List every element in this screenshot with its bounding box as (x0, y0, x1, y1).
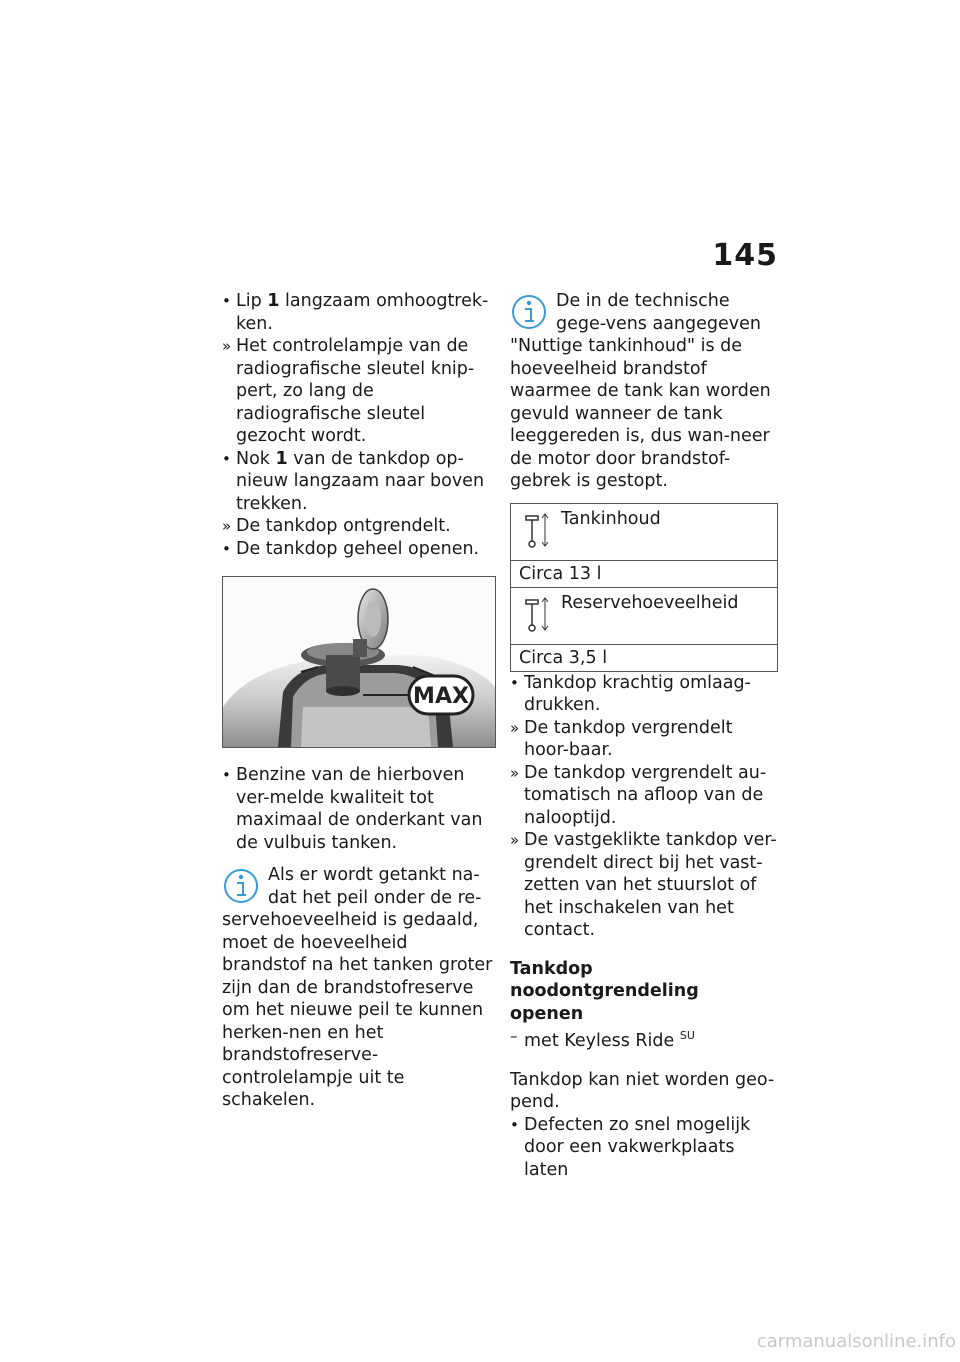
fuel-filler-photo (222, 576, 496, 748)
result-step (222, 335, 494, 448)
spec-value: Circa 3,5 l (519, 647, 608, 668)
result-step (222, 515, 494, 538)
bullet-mark: • (222, 766, 231, 784)
result-mark: » (510, 718, 520, 737)
info-note (510, 290, 778, 493)
bullet-mark: • (510, 1115, 519, 1134)
instruction-step (222, 764, 494, 854)
result-text: De tankdop vergrendelt au-tomatisch na afloop van de nalooptijd. (524, 762, 767, 828)
instruction-step (222, 290, 494, 335)
right-column (510, 290, 778, 1181)
spec-table (510, 503, 778, 672)
spec-tank-capacity (510, 503, 778, 588)
result-step (510, 717, 778, 762)
bullet-mark: • (222, 539, 231, 558)
bullet-mark: • (222, 449, 231, 468)
result-step (510, 829, 778, 942)
result-step (510, 762, 778, 830)
instruction-text: Tankdop krachtig omlaag-drukken. (524, 672, 751, 715)
result-text: Het controlelampje van de radiografische sleutel knip-pert, zo lang de radiografische sleutel gezocht wordt. (236, 336, 475, 446)
instruction-text: Nok 1 van de tankdop op-nieuw langzaam naar boven trekken. (236, 448, 485, 514)
instruction-step (510, 1114, 778, 1182)
fuel-gauge-icon (523, 510, 553, 550)
max-label: MAX (413, 684, 469, 709)
spec-value: Circa 13 l (519, 563, 602, 584)
result-mark: » (510, 763, 520, 782)
result-text: De tankdop vergrendelt hoor-baar. (524, 717, 733, 760)
condition-text: met Keyless Ride (524, 1031, 675, 1051)
note-text: De in de technische gege-vens aangegeven "Nuttige tankinhoud" is de hoeveelheid brandstof waarmee de tank kan worden gevuld wanneer de tank leeggereden is, dus wan-neer de motor door brandstof-gebrek is gestopt. (510, 291, 771, 491)
info-icon (510, 292, 548, 332)
fuel-gauge-icon (523, 594, 553, 634)
instruction-step (222, 448, 494, 516)
bullet-mark: • (510, 673, 519, 692)
instruction-text: Lip 1 langzaam omhoogtrek-ken. (236, 291, 489, 334)
instruction-step (510, 672, 778, 717)
spec-label: Tankinhoud (561, 508, 661, 529)
page-number: 145 (712, 238, 778, 273)
condition-superscript: SU (679, 1029, 695, 1042)
dash-mark: – (510, 1027, 518, 1045)
result-mark: » (222, 337, 232, 355)
paragraph: Tankdop kan niet worden geo-pend. (510, 1069, 775, 1112)
spec-label: Reservehoeveelheid (561, 592, 739, 613)
spec-reserve (510, 588, 778, 672)
result-text: De tankdop ontgrendelt. (236, 516, 451, 536)
info-note (222, 864, 494, 1112)
instruction-text: Benzine van de hierboven ver-melde kwaliteit tot maximaal de onderkant van de vulbuis tanken. (236, 765, 483, 853)
note-text: Als er wordt getankt na-dat het peil onder de re-servehoeveelheid is gedaald, moet de hoeveelheid brandstof na het tanken groter zijn dan de brandstofreserve om het nieuwe peil te kunnen herken-nen en het brandstofreserve-controlelampje uit te schakelen. (222, 865, 493, 1110)
result-mark: » (222, 517, 232, 535)
instruction-text: Defecten zo snel mogelijk door een vakwerkplaats laten (524, 1114, 751, 1180)
result-text: De vastgeklikte tankdop ver-grendelt direct bij het vast-zetten van het stuurslot of het inschakelen van het contact. (524, 830, 777, 940)
equipment-condition (510, 1025, 778, 1053)
info-icon (222, 866, 260, 906)
watermark-footer: carmanualsonline.info (756, 1331, 956, 1352)
instruction-text: De tankdop geheel openen. (236, 538, 480, 559)
left-column (222, 290, 494, 1112)
result-mark: » (510, 831, 520, 849)
section-heading: Tankdop noodontgrendeling openen (510, 958, 699, 1024)
instruction-step (222, 538, 494, 561)
bullet-mark: • (222, 292, 231, 310)
